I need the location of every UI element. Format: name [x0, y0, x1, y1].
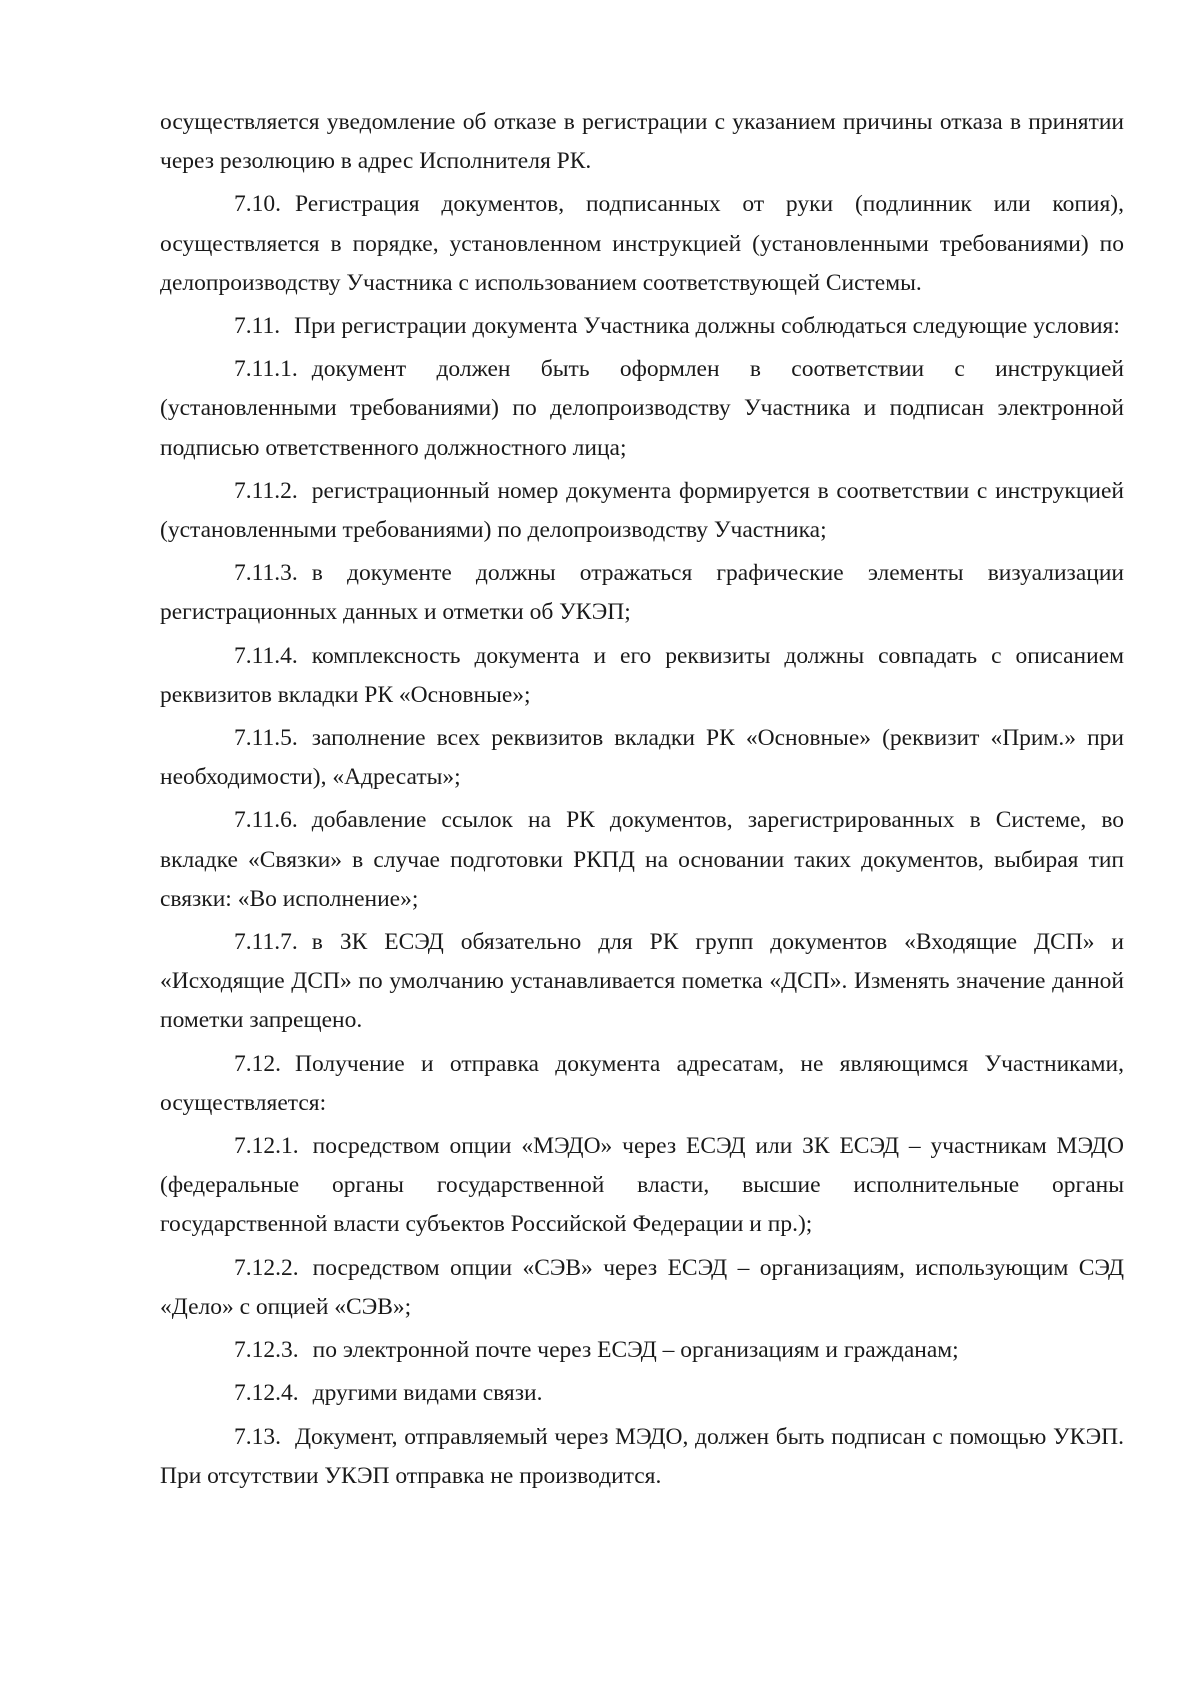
- paragraph-text: комплексность документа и его реквизиты должны совпадать с описанием реквизитов вкладки РК «Основные»;: [160, 642, 1124, 708]
- paragraph-7-11: [160, 307, 1124, 346]
- paragraph-number: 7.11.1.: [234, 356, 298, 383]
- paragraph-text: посредством опции «СЭВ» через ЕСЭД – организациям, использующим СЭД «Дело» с опцией «СЭВ»;: [160, 1254, 1124, 1320]
- paragraph-number: 7.11.6.: [234, 807, 298, 834]
- paragraph-number: 7.11.5.: [234, 725, 298, 752]
- paragraph-7-13: [160, 1418, 1124, 1496]
- paragraph-number: 7.10.: [234, 191, 281, 218]
- paragraph-7-11-2: [160, 472, 1124, 550]
- paragraph-7-12-4: [160, 1374, 1124, 1413]
- paragraph-number: 7.12.: [234, 1050, 281, 1077]
- paragraph-text: документ должен быть оформлен в соответствии с инструкцией (установленными требованиями) по делопроизводству Участника и подписан электронной подписью ответственного должностного лица;: [160, 356, 1124, 461]
- paragraph-7-11-6: [160, 801, 1124, 919]
- paragraph-text: регистрационный номер документа формируется в соответствии с инструкцией (установленными требованиями) по делопроизводству Участника;: [160, 477, 1124, 544]
- paragraph-text: в документе должны отражаться графические элементы визуализации регистрационных данных и отметки об УКЭП;: [160, 560, 1124, 626]
- paragraph-text: осуществляется уведомление об отказе в регистрации с указанием причины отказа в принятии через резолюцию в адрес Исполнителя РК.: [160, 109, 1124, 175]
- paragraph-continuation: [160, 103, 1124, 181]
- paragraph-7-11-3: [160, 554, 1124, 632]
- paragraph-number: 7.12.4.: [234, 1380, 299, 1407]
- paragraph-7-11-4: [160, 637, 1124, 715]
- paragraph-7-10: [160, 185, 1124, 303]
- paragraph-number: 7.13.: [234, 1423, 281, 1450]
- paragraph-number: 7.11.3.: [234, 560, 298, 587]
- paragraph-number: 7.11.2.: [234, 477, 298, 504]
- paragraph-number: 7.11.4.: [234, 642, 298, 669]
- paragraph-text: Регистрация документов, подписанных от руки (подлинник или копия), осуществляется в порядке, установленном инструкцией (установленными требованиями) по делопроизводству Участника с использованием соответствующей Системы.: [160, 191, 1124, 296]
- paragraph-7-11-1: [160, 350, 1124, 468]
- paragraph-7-12-3: [160, 1331, 1124, 1370]
- paragraph-text: добавление ссылок на РК документов, зарегистрированных в Системе, во вкладке «Связки» в случае подготовки РКПД на основании таких документов, выбирая тип связки: «Во исполнение»;: [160, 807, 1124, 912]
- paragraph-number: 7.11.7.: [234, 929, 298, 956]
- paragraph-text: При регистрации документа Участника должны соблюдаться следующие условия:: [294, 313, 1120, 340]
- paragraph-number: 7.12.1.: [234, 1133, 299, 1160]
- paragraph-text: Получение и отправка документа адресатам, не являющимся Участниками, осуществляется:: [160, 1050, 1124, 1116]
- paragraph-text: посредством опции «МЭДО» через ЕСЭД или ЗК ЕСЭД – участникам МЭДО (федеральные органы государственной власти, высшие исполнительные органы государственной власти субъектов Российской Федерации и пр.);: [160, 1133, 1124, 1238]
- paragraph-text: по электронной почте через ЕСЭД – организациям и гражданам;: [312, 1337, 959, 1364]
- paragraph-7-12-1: [160, 1127, 1124, 1245]
- paragraph-text: заполнение всех реквизитов вкладки РК «Основные» (реквизит «Прим.» при необходимости), «Адресаты»;: [160, 725, 1124, 791]
- paragraph-number: 7.12.2.: [234, 1254, 299, 1281]
- paragraph-text: в ЗК ЕСЭД обязательно для РК групп документов «Входящие ДСП» и «Исходящие ДСП» по умолчанию устанавливается пометка «ДСП». Изменять значение данной пометки запрещено.: [160, 929, 1124, 1034]
- paragraph-text: Документ, отправляемый через МЭДО, должен быть подписан с помощью УКЭП. При отсутствии УКЭП отправка не производится.: [160, 1423, 1124, 1489]
- paragraph-7-11-5: [160, 719, 1124, 797]
- paragraph-7-12-2: [160, 1249, 1124, 1327]
- paragraph-7-12: [160, 1045, 1124, 1123]
- paragraph-number: 7.11.: [234, 313, 281, 340]
- paragraph-7-11-7: [160, 923, 1124, 1041]
- paragraph-text: другими видами связи.: [312, 1380, 543, 1407]
- paragraph-number: 7.12.3.: [234, 1337, 299, 1364]
- document-body: [160, 103, 1124, 1496]
